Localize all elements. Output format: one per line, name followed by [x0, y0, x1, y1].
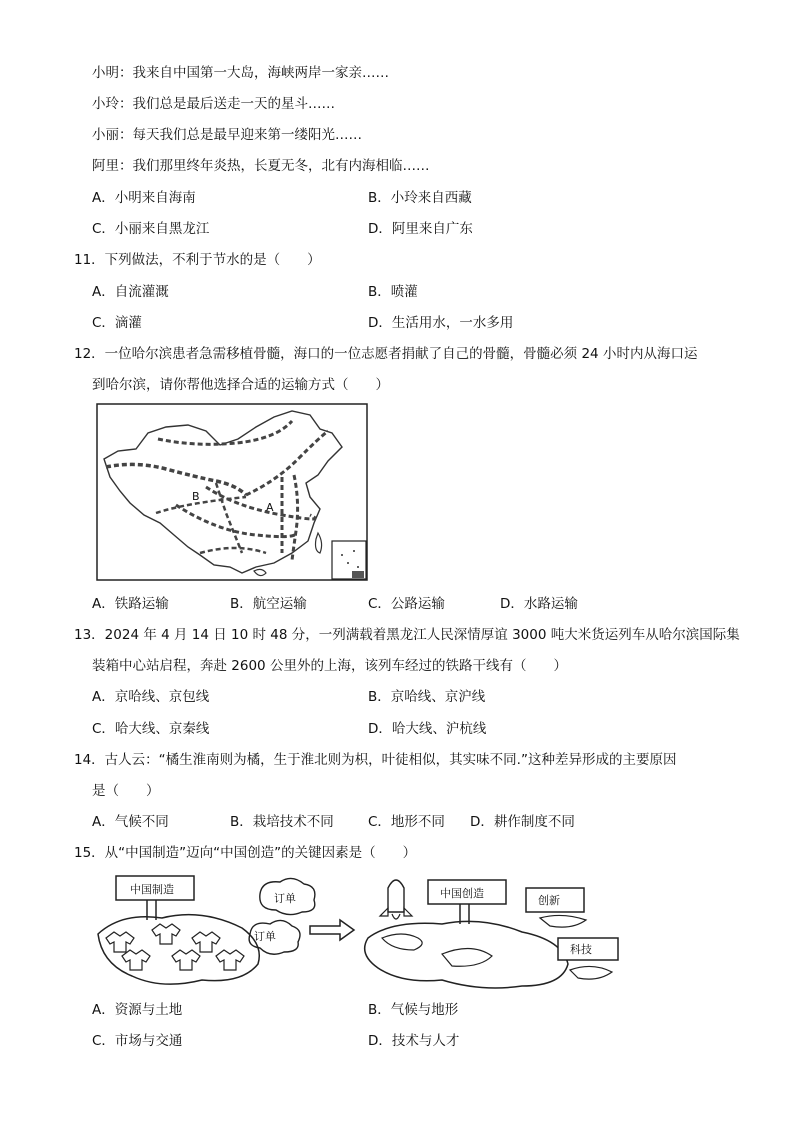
q15-option-b[interactable]: B．气候与地形 [368, 1002, 459, 1018]
made-to-created-illustration [92, 868, 632, 998]
question-14-stem-2: 是（ ） [92, 783, 160, 799]
sign-made-in-china: 中国制造 [130, 883, 174, 896]
q14-option-d[interactable]: D．耕作制度不同 [470, 814, 575, 830]
q11-option-a[interactable]: A．自流灌溉 [92, 284, 169, 300]
q14-option-c[interactable]: C．地形不同 [368, 814, 445, 830]
map-label-a: A [266, 501, 274, 514]
question-14-stem-1: 14．古人云：“橘生淮南则为橘，生于淮北则为枳，叶徒相似，其实味不同.”这种差异形成的主要原因 [74, 752, 677, 768]
dialogue-line-2: 小玲：我们总是最后送走一天的星斗…… [92, 96, 335, 112]
map-label-b: B [192, 490, 200, 503]
q11-option-c[interactable]: C．滴灌 [92, 315, 142, 331]
q13-option-b[interactable]: B．京哈线、京沪线 [368, 689, 486, 705]
q12-option-c[interactable]: C．公路运输 [368, 596, 445, 612]
q15-option-c[interactable]: C．市场与交通 [92, 1033, 183, 1049]
q13-option-c[interactable]: C．哈大线、京秦线 [92, 721, 210, 737]
q13-option-a[interactable]: A．京哈线、京包线 [92, 689, 210, 705]
sign-innovation: 创新 [538, 894, 560, 907]
question-13-stem-2: 装箱中心站启程，奔赴 2600 公里外的上海，该列车经过的铁路干线有（ ） [92, 658, 567, 674]
option-d[interactable]: D．阿里来自广东 [368, 221, 473, 237]
q15-option-d[interactable]: D．技术与人才 [368, 1033, 460, 1049]
q11-option-d[interactable]: D．生活用水，一水多用 [368, 315, 514, 331]
dialogue-line-4: 阿里：我们那里终年炎热，长夏无冬，北有内海相临…… [92, 158, 430, 174]
question-13-stem-1: 13．2024 年 4 月 14 日 10 时 48 分，一列满载着黑龙江人民深情厚谊 3000 吨大米货运列车从哈尔滨国际集 [74, 627, 740, 643]
sign-technology: 科技 [570, 943, 592, 956]
option-a[interactable]: A．小明来自海南 [92, 190, 196, 206]
dialogue-line-3: 小丽：每天我们总是最早迎来第一缕阳光…… [92, 127, 362, 143]
option-c[interactable]: C．小丽来自黑龙江 [92, 221, 210, 237]
question-12-stem-1: 12．一位哈尔滨患者急需移植骨髓，海口的一位志愿者捐献了自己的骨髓，骨髓必须 24 小时内从海口运 [74, 346, 698, 362]
question-15-stem: 15．从“中国制造”迈向“中国创造”的关键因素是（ ） [74, 845, 417, 861]
order-label-2: 订单 [254, 930, 276, 943]
q14-option-b[interactable]: B．栽培技术不同 [230, 814, 334, 830]
question-11-stem: 11．下列做法，不利于节水的是（ ） [74, 252, 321, 268]
sign-created-in-china: 中国创造 [440, 887, 484, 900]
q12-option-b[interactable]: B．航空运输 [230, 596, 307, 612]
q12-option-a[interactable]: A．铁路运输 [92, 596, 169, 612]
china-railway-map [96, 403, 368, 581]
option-b[interactable]: B．小玲来自西藏 [368, 190, 472, 206]
q12-option-d[interactable]: D．水路运输 [500, 596, 578, 612]
dialogue-line-1: 小明：我来自中国第一大岛，海峡两岸一家亲…… [92, 65, 389, 81]
q11-option-b[interactable]: B．喷灌 [368, 284, 418, 300]
q15-option-a[interactable]: A．资源与土地 [92, 1002, 183, 1018]
q13-option-d[interactable]: D．哈大线、沪杭线 [368, 721, 487, 737]
question-12-stem-2: 到哈尔滨，请你帮他选择合适的运输方式（ ） [92, 377, 389, 393]
order-label-1: 订单 [274, 892, 296, 905]
q14-option-a[interactable]: A．气候不同 [92, 814, 169, 830]
